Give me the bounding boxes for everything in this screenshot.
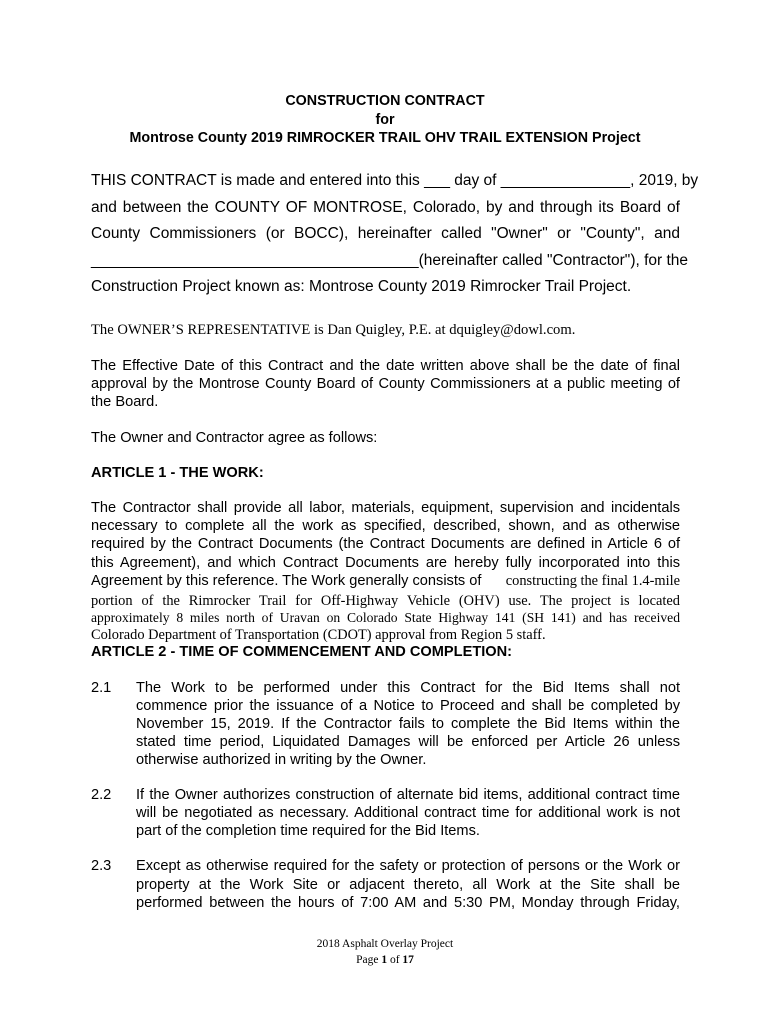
article-1-line-3: required by the Contract Documents (the Contract Documents are defined in Article 6 of (91, 536, 680, 552)
article-1-line-5-sans: Agreement by this reference. The Work generally consists of (91, 573, 482, 589)
footer-project: 2018 Asphalt Overlay Project (316, 938, 454, 950)
intro-line-4: ______________________________________(hereinafter called "Contractor"), for the (91, 252, 689, 269)
article-2-heading: ARTICLE 2 - TIME OF COMMENCEMENT AND COMPLETION: (91, 644, 513, 660)
intro-line-2: and between the COUNTY OF MONTROSE, Colorado, by and through its Board of (91, 199, 680, 216)
section-2-3-line-2: property at the Work Site or adjacent thereto, all Work at the Site shall be (136, 877, 680, 893)
title-line-2: for (375, 112, 395, 128)
section-2-3-line-3: performed between the hours of 7:00 AM and 5:30 PM, Monday through Friday, (136, 895, 680, 911)
article-1-line-6: portion of the Rimrocker Trail for Off-Highway Vehicle (OHV) use. The project is located (91, 593, 680, 609)
article-1-line-5-serif: constructing the final 1.4-mile (505, 573, 680, 589)
section-2-3-line-1: Except as otherwise required for the safety or protection of persons or the Work or (136, 858, 680, 874)
article-1-line-1: The Contractor shall provide all labor, materials, equipment, supervision and incidentals (91, 500, 680, 516)
article-1-line-7: approximately 8 miles north of Uravan on Colorado State Highway 141 (SH 141) and has received (91, 610, 680, 625)
footer-page-prefix: Page (356, 954, 382, 966)
section-2-1-line-4: stated time period, Liquidated Damages will be enforced per Article 26 unless (136, 734, 680, 750)
intro-line-5: Construction Project known as: Montrose County 2019 Rimrocker Trail Project. (91, 278, 632, 295)
footer-page-number (0, 954, 770, 966)
article-1-line-4: this Agreement), and which Contract Documents are hereby fully incorporated into this (91, 555, 680, 571)
agree-statement: The Owner and Contractor agree as follows: (91, 430, 378, 446)
effective-date-line-3: the Board. (91, 394, 159, 410)
footer-page-current: 1 (381, 954, 388, 966)
article-1-line-5 (91, 573, 680, 590)
section-2-2-number: 2.2 (91, 787, 112, 803)
owner-representative: The OWNER’S REPRESENTATIVE is Dan Quigley, P.E. at dquigley@dowl.com. (91, 322, 576, 338)
section-2-1-line-2: commence prior the issuance of a Notice to Proceed and shall be completed by (136, 698, 680, 714)
intro-line-1: THIS CONTRACT is made and entered into this ___ day of _______________, 2019, by (91, 172, 699, 189)
section-2-1-number: 2.1 (91, 680, 112, 696)
section-2-1-line-3: November 15, 2019. If the Contractor fails to complete the Bid Items within the (136, 716, 680, 732)
effective-date-line-1: The Effective Date of this Contract and the date written above shall be the date of final (91, 358, 680, 374)
article-1-heading: ARTICLE 1 - THE WORK: (91, 465, 264, 481)
section-2-2-line-3: part of the completion time required for the Bid Items. (136, 823, 480, 839)
effective-date-line-2: approval by the Montrose County Board of County Commissioners at a public meeting of (91, 376, 680, 392)
title-line-3: Montrose County 2019 RIMROCKER TRAIL OHV TRAIL EXTENSION Project (129, 130, 641, 146)
section-2-2-line-2: will be negotiated as necessary. Additional contract time for additional work is not (136, 805, 680, 821)
article-1-line-8: Colorado Department of Transportation (CDOT) approval from Region 5 staff. (91, 627, 546, 643)
footer-page-of: of (387, 954, 403, 966)
section-2-1-line-1: The Work to be performed under this Contract for the Bid Items shall not (136, 680, 680, 696)
title-line-1: CONSTRUCTION CONTRACT (285, 93, 485, 109)
section-2-3-number: 2.3 (91, 858, 112, 874)
article-1-line-2: necessary to complete all the work as specified, described, shown, and as otherwise (91, 518, 680, 534)
section-2-2-line-1: If the Owner authorizes construction of alternate bid items, additional contract time (136, 787, 680, 803)
section-2-1-line-5: otherwise authorized in writing by the Owner. (136, 752, 427, 768)
intro-line-3: County Commissioners (or BOCC), hereinafter called "Owner" or "County", and (91, 225, 680, 242)
footer-page-total: 17 (402, 954, 414, 966)
